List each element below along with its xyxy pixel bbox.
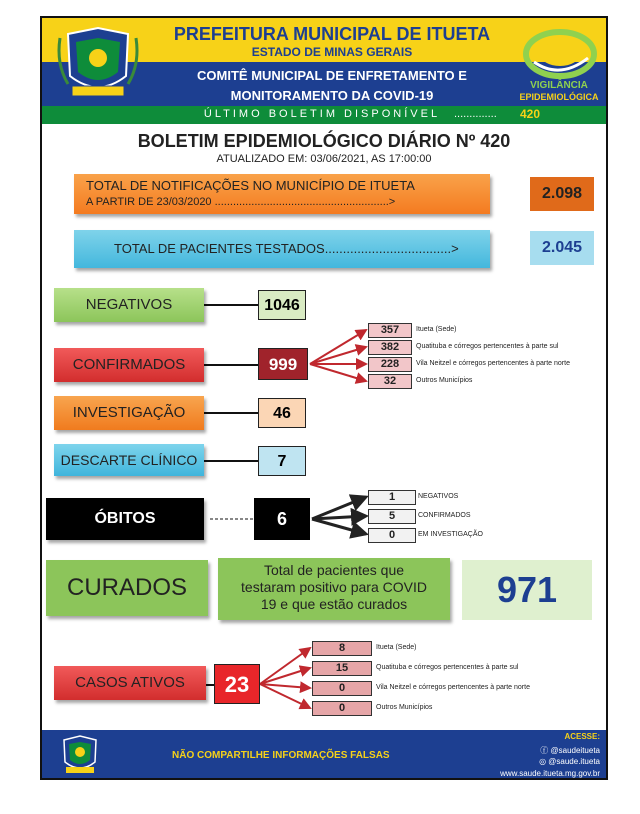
notifications-line1: TOTAL DE NOTIFICAÇÕES NO MUNICÍPIO DE ITUETA xyxy=(86,178,415,193)
confirmed-breakdown-place: Outros Municípios xyxy=(416,377,473,384)
active-cases-label: CASOS ATIVOS xyxy=(54,666,206,700)
deaths-breakdown-status: NEGATIVOS xyxy=(418,493,459,500)
recovered-description-line3: 19 e que estão curados xyxy=(260,596,408,612)
instagram-icon: ◎ xyxy=(539,757,549,766)
footer-warning: NÃO COMPARTILHE INFORMAÇÕES FALSAS xyxy=(172,750,390,761)
last-bulletin-number: 420 xyxy=(520,107,541,121)
footer-facebook[interactable] xyxy=(482,745,600,756)
header-state: ESTADO DE MINAS GERAIS xyxy=(251,45,413,59)
deaths-breakdown-value: 0 xyxy=(368,528,416,543)
discarded-label: DESCARTE CLÍNICO xyxy=(54,444,204,476)
footer-access: ACESSE: xyxy=(564,732,600,741)
last-bulletin-label: ÚLTIMO BOLETIM DISPONÍVEL xyxy=(203,108,441,120)
recovered-value: 971 xyxy=(462,560,592,620)
deaths-label: ÓBITOS xyxy=(46,498,204,540)
notifications-line2: A PARTIR DE 23/03/2020 .........................................................> xyxy=(86,196,396,208)
active-breakdown-place: Itueta (Sede) xyxy=(376,644,417,651)
footer-crest-icon xyxy=(58,734,102,776)
confirmed-breakdown-place: Vila Neitzel e córregos pertencentes à parte norte xyxy=(416,360,570,367)
logo-text-epidemiologica: EPIDEMIOLÓGICA xyxy=(519,92,599,102)
footer-website-link[interactable]: www.saude.itueta.mg.gov.br xyxy=(500,769,600,778)
facebook-icon: ⓕ xyxy=(540,746,551,755)
notifications-value: 2.098 xyxy=(530,177,594,211)
recovered-description-line1: Total de pacientes que xyxy=(263,562,405,578)
confirmed-label: CONFIRMADOS xyxy=(54,348,204,382)
active-breakdown-place: Outros Municípios xyxy=(376,704,433,711)
confirmed-breakdown-value: 32 xyxy=(368,374,412,389)
active-breakdown-value: 8 xyxy=(312,641,372,656)
investigation-value: 46 xyxy=(258,398,306,428)
active-breakdown-place: Quatituba e córregos pertencentes à parte sul xyxy=(376,664,519,671)
discarded-value: 7 xyxy=(258,446,306,476)
confirmed-breakdown-value: 228 xyxy=(368,357,412,372)
header-committee-line1: COMITÊ MUNICIPAL DE ENFRETAMENTO E xyxy=(197,68,467,83)
active-breakdown-place: Vila Neitzel e córregos pertencentes à parte norte xyxy=(376,684,530,691)
deaths-value: 6 xyxy=(254,498,310,540)
investigation-label: INVESTIGAÇÃO xyxy=(54,396,204,430)
footer-facebook-handle: @saudeitueta xyxy=(550,746,600,755)
active-breakdown-value: 0 xyxy=(312,701,372,716)
recovered-description-line2: testaram positivo para COVID xyxy=(241,579,427,595)
tested-label: TOTAL DE PACIENTES TESTADOS...................................> xyxy=(114,241,459,256)
deaths-breakdown-status: CONFIRMADOS xyxy=(418,512,471,519)
footer-instagram[interactable] xyxy=(482,757,600,766)
logo-text-vigilancia: VIGILÂNCIA xyxy=(530,80,588,91)
header-committee-line2: MONITORAMENTO DA COVID-19 xyxy=(230,88,434,103)
negatives-value: 1046 xyxy=(258,290,306,320)
confirmed-breakdown-place: Quatituba e córregos pertencentes à parte sul xyxy=(416,343,559,350)
deaths-breakdown-value: 1 xyxy=(368,490,416,505)
tested-value: 2.045 xyxy=(530,231,594,265)
deaths-breakdown-status: EM INVESTIGAÇÃO xyxy=(418,531,483,538)
recovered-description xyxy=(218,558,450,620)
active-breakdown-value: 15 xyxy=(312,661,372,676)
confirmed-value: 999 xyxy=(258,348,308,380)
active-breakdown-value: 0 xyxy=(312,681,372,696)
deaths-breakdown-value: 5 xyxy=(368,509,416,524)
negatives-label: NEGATIVOS xyxy=(54,288,204,322)
confirmed-breakdown-value: 382 xyxy=(368,340,412,355)
header-title: PREFEITURA MUNICIPAL DE ITUETA xyxy=(173,24,491,44)
active-cases-value: 23 xyxy=(214,664,260,704)
confirmed-breakdown-value: 357 xyxy=(368,323,412,338)
footer-instagram-handle: @saude.itueta xyxy=(548,757,600,766)
bulletin-frame xyxy=(40,16,608,780)
recovered-label: CURADOS xyxy=(46,560,208,616)
confirmed-breakdown-place: Itueta (Sede) xyxy=(416,326,457,333)
bulletin-updated: ATUALIZADO EM: 03/06/2021, AS 17:00:00 xyxy=(216,153,432,165)
last-bulletin-dots: .............. xyxy=(454,108,497,120)
bulletin-title: BOLETIM EPIDEMIOLÓGICO DIÁRIO Nº 420 xyxy=(137,131,511,151)
